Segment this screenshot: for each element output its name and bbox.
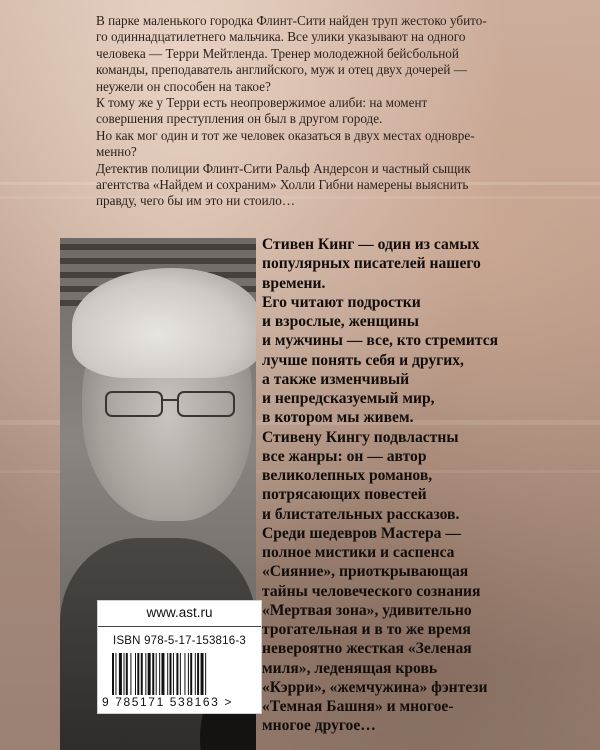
barcode-bar [112, 653, 114, 695]
author-hair [72, 268, 256, 378]
blurb-line: менно? [96, 144, 137, 160]
barcode-sticker [97, 600, 262, 714]
author-description-line: и блистательных рассказов. [262, 505, 460, 523]
glasses-icon [102, 388, 240, 422]
barcode-bar [145, 653, 146, 695]
blurb-line: го одиннадцатилетнего мальчика. Все улики указывают на одного [96, 29, 466, 45]
barcode-bar [205, 653, 206, 695]
author-description-line: великолепных романов, [262, 467, 433, 484]
barcode-bar [170, 653, 172, 695]
barcode-digits: 9 785171 538163 > [102, 695, 233, 709]
author-description-line: а также изменчивый [262, 370, 410, 388]
barcode-icon [110, 653, 250, 695]
author-description-line: лучше понять себя и других, [262, 351, 464, 369]
blurb-line: неужели он способен на такое? [96, 78, 271, 94]
author-description-line: популярных писателей нашего [262, 255, 481, 273]
book-blurb [96, 13, 526, 210]
blurb-line: человека — Терри Мейтленда. Тренер молодежной бейсбольной [96, 45, 459, 61]
window-blind-slat [60, 258, 256, 264]
barcode-bar [124, 653, 125, 695]
author-description-line: трогательная и в то же время [262, 621, 471, 638]
barcode-bar [184, 653, 185, 695]
blurb-line: правду, чего бы им это ни стоило… [96, 193, 296, 209]
publisher-website: www.ast.ru [146, 605, 213, 620]
barcode-bar [159, 653, 160, 695]
blurb-line: К тому же у Терри есть неопровержимое алиби: на момент [96, 95, 428, 111]
author-description-line: времени. [262, 274, 326, 292]
author-description-line: невероятно жесткая «Зеленая [262, 640, 472, 658]
blurb-line: команды, преподаватель английского, муж и отец двух дочерей — [96, 62, 467, 78]
barcode-bar [126, 653, 128, 695]
author-description-line: в котором мы живем. [262, 409, 414, 427]
author-description-line: Его читают подростки [262, 293, 421, 311]
author-description-line: Стивен Кинг — один из самых [262, 236, 480, 253]
isbn-number: ISBN 978-5-17-153816-3 [113, 635, 246, 647]
author-description-line: и непредсказуемый мир, [262, 390, 435, 407]
blurb-line: Детектив полиции Флинт-Сити Ральф Андерсон и частный сыщик [96, 160, 471, 176]
barcode-bar [135, 653, 136, 695]
barcode-bar [195, 653, 196, 695]
blurb-line: В парке маленького городка Флинт-Сити найден труп жестоко убито- [96, 13, 487, 28]
barcode-bar [119, 653, 122, 695]
barcode-bar [167, 653, 168, 695]
window-blind-slat [60, 244, 256, 250]
author-description-line: Среди шедевров Мастера — [262, 524, 461, 542]
author-description-line: «Темная Башня» и многое- [262, 698, 454, 715]
barcode-bar [173, 653, 174, 695]
barcode-bar [201, 653, 204, 695]
author-description-line: и мужчины — все, кто стремится [262, 332, 499, 350]
author-description-line: все жанры: он — автор [262, 447, 427, 465]
barcode-bar [161, 653, 164, 695]
barcode-bar [190, 653, 192, 695]
author-description-line: многое другое… [262, 717, 376, 735]
sticker-divider [98, 626, 261, 627]
barcode-bar [115, 653, 116, 695]
author-description-line: «Кэрри», «жемчужина» фэнтези [262, 678, 488, 696]
blurb-line: агентства «Найдем и сохраним» Холли Гибни намерены выяснить [96, 177, 469, 193]
barcode-bar [180, 653, 181, 695]
barcode-bar [152, 653, 154, 695]
barcode-bar [156, 653, 157, 695]
author-description-line: миля», леденящая кровь [262, 659, 438, 677]
barcode-bar [137, 653, 139, 695]
author-description-line: «Сияние», приоткрывающая [262, 563, 469, 581]
barcode-bar [197, 653, 199, 695]
barcode-bar [130, 653, 131, 695]
author-description-line: Стивену Кингу подвластны [262, 428, 459, 446]
author-description-line: потрясающих повестей [262, 486, 427, 504]
author-description-line: полное мистики и саспенса [262, 544, 455, 561]
author-description-line: «Мертвая зона», удивительно [262, 601, 472, 619]
barcode-bar [148, 653, 151, 695]
barcode-bar [176, 653, 178, 695]
author-description-line: тайны человеческого сознания [262, 582, 481, 600]
barcode-bar [141, 653, 143, 695]
blurb-line: Но как мог один и тот же человек оказаться в двух местах одновре- [96, 127, 475, 143]
barcode-bar [188, 653, 189, 695]
author-description-line: и взрослые, женщины [262, 313, 419, 330]
author-description [262, 235, 582, 736]
blurb-line: совершения преступления он был в другом городе. [96, 111, 383, 127]
